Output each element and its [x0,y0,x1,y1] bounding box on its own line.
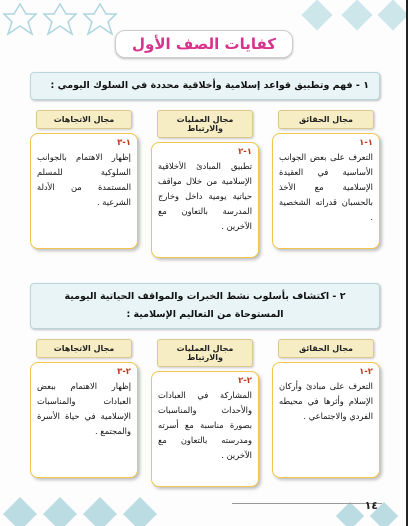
domain-column-attitudes [30,110,138,258]
competency-text: إظهار الاهتمام ببعض العبادات والمناسبات الإسلامية في حياة الأسرة والمجتمع . [37,381,131,436]
domain-label: مجال الحقائق [278,110,374,129]
competency-text: التعرف على مبادئ وأركان الإسلام وأثرها في محيطه الفردي والاجتماعي . [279,381,373,421]
domain-column-attitudes [30,339,138,487]
section-heading: ٢ - اكتشاف بأسلوب نشط الخبرات والمواقف الحياتية اليومية المستوحاة من التعاليم الإسلامية : [30,283,380,329]
competency-card [30,362,138,478]
competency-card [272,133,380,249]
competency-number: ١-٣ [117,138,131,148]
competency-number: ٢-١ [359,367,373,377]
section-heading: ١ - فهم وتطبيق قواعد إسلامية وأخلاقية محددة في السلوك اليومي : [30,72,380,100]
competency-text: المشاركة في العبادات والأحداث والمناسبات بصورة مناسبة مع أسرته ومدرسته بالتعاون مع الآخرين . [158,390,252,460]
domain-column-facts [272,110,380,258]
competency-text: تطبيق المبادئ الأخلاقية الإسلامية من خلال مواقف حياتية يومية داخل وخارج المدرسة بالتعاون مع الآخرين . [158,161,252,231]
domain-columns [30,339,380,487]
footer-rule [232,503,382,504]
page-title: كفايات الصف الأول [115,30,293,58]
competency-section-1 [30,72,380,258]
domain-column-processes [151,339,259,487]
competency-text: إظهار الاهتمام بالجوانب السلوكية للمسلم المستمدة من الأدلة الشرعية . [37,152,131,207]
competency-number: ٢-٢ [238,376,252,386]
competency-card [272,362,380,478]
domain-label: مجال العمليات والارتباط [157,339,253,367]
domain-label: مجال العمليات والارتباط [157,110,253,138]
competency-card [30,133,138,249]
competency-number: ٢-٣ [117,367,131,377]
domain-label: مجال الاتجاهات [36,110,132,129]
domain-column-processes [151,110,259,258]
competency-section-2 [30,283,380,487]
competency-text: التعرف على بعض الجوانب الأساسية في العقيدة الإسلامية مع الأخذ بالحسبان قدراته الشخصية . [279,152,373,222]
title-container [0,30,408,58]
domain-label: مجال الاتجاهات [36,339,132,358]
competency-card [151,371,259,487]
star-pattern-decoration [0,486,170,526]
page-number: ١٤ [364,499,378,512]
competency-number: ١-١ [359,138,373,148]
competency-card [151,142,259,258]
domain-column-facts [272,339,380,487]
competency-number: ١-٢ [238,147,252,157]
domain-label: مجال الحقائق [278,339,374,358]
domain-columns [30,110,380,258]
